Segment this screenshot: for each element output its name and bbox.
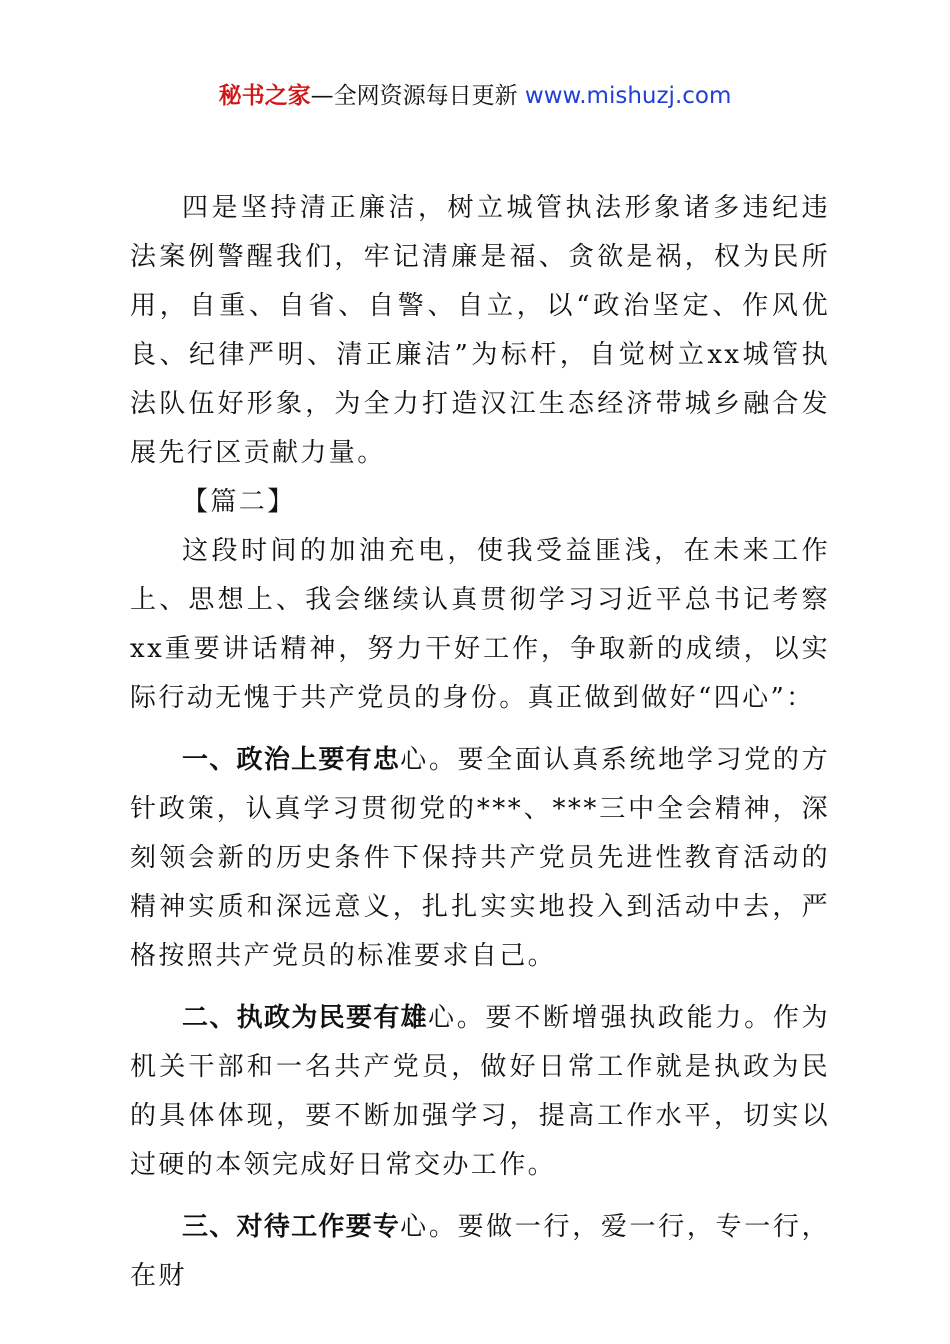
paragraph-1: 四是坚持清正廉洁，树立城管执法形象诸多违纪违法案例警醒我们，牢记清廉是福、贪欲是祸，权为民所用，自重、自省、自警、自立，以“政治坚定、作风优良、纪律严明、清正廉洁”为标杆，自觉树立xx城管执法队伍好形象，为全力打造汉江生态经济带城乡融合发展先行区贡献力量。 [130, 193, 830, 468]
section-title: 【篇二】 [182, 487, 296, 517]
list-item-1-text: 心。要全面认真系统地学习党的方针政策，认真学习贯彻党的***、***三中全会精神，深刻领会新的历史条件下保持共产党员先进性教育活动的精神实质和深远意义，扎扎实实地投入到活动中去，严格按照共产党员的标准要求自己。 [130, 745, 830, 971]
document-body [130, 184, 830, 1301]
site-header [0, 80, 950, 112]
list-item-1-heading: 一、政治上要有忠 [182, 745, 401, 775]
site-url[interactable]: www.mishuzj.com [524, 83, 732, 109]
site-tagline: —全网资源每日更新 [310, 83, 518, 109]
list-item-2-heading: 二、执政为民要有雄 [182, 1003, 429, 1033]
list-item-3-heading: 三、对待工作要专 [182, 1212, 401, 1242]
list-item-2 [130, 994, 830, 1190]
paragraph-2: 这段时间的加油充电，使我受益匪浅，在未来工作上、思想上、我会继续认真贯彻学习习近平总书记考察xx重要讲话精神，努力干好工作，争取新的成绩，以实际行动无愧于共产党员的身份。真正做到做好“四心”： [130, 536, 830, 713]
list-item-1 [130, 736, 830, 981]
list-item-3-text: 心。要做一行，爱一行，专一行，在财 [130, 1212, 830, 1291]
site-brand: 秘书之家 [218, 83, 311, 109]
list-item-2-text: 心。要不断增强执政能力。作为机关干部和一名共产党员，做好日常工作就是执政为民的具体体现，要不断加强学习，提高工作水平，切实以过硬的本领完成好日常交办工作。 [130, 1003, 830, 1180]
list-item-3 [130, 1203, 830, 1301]
